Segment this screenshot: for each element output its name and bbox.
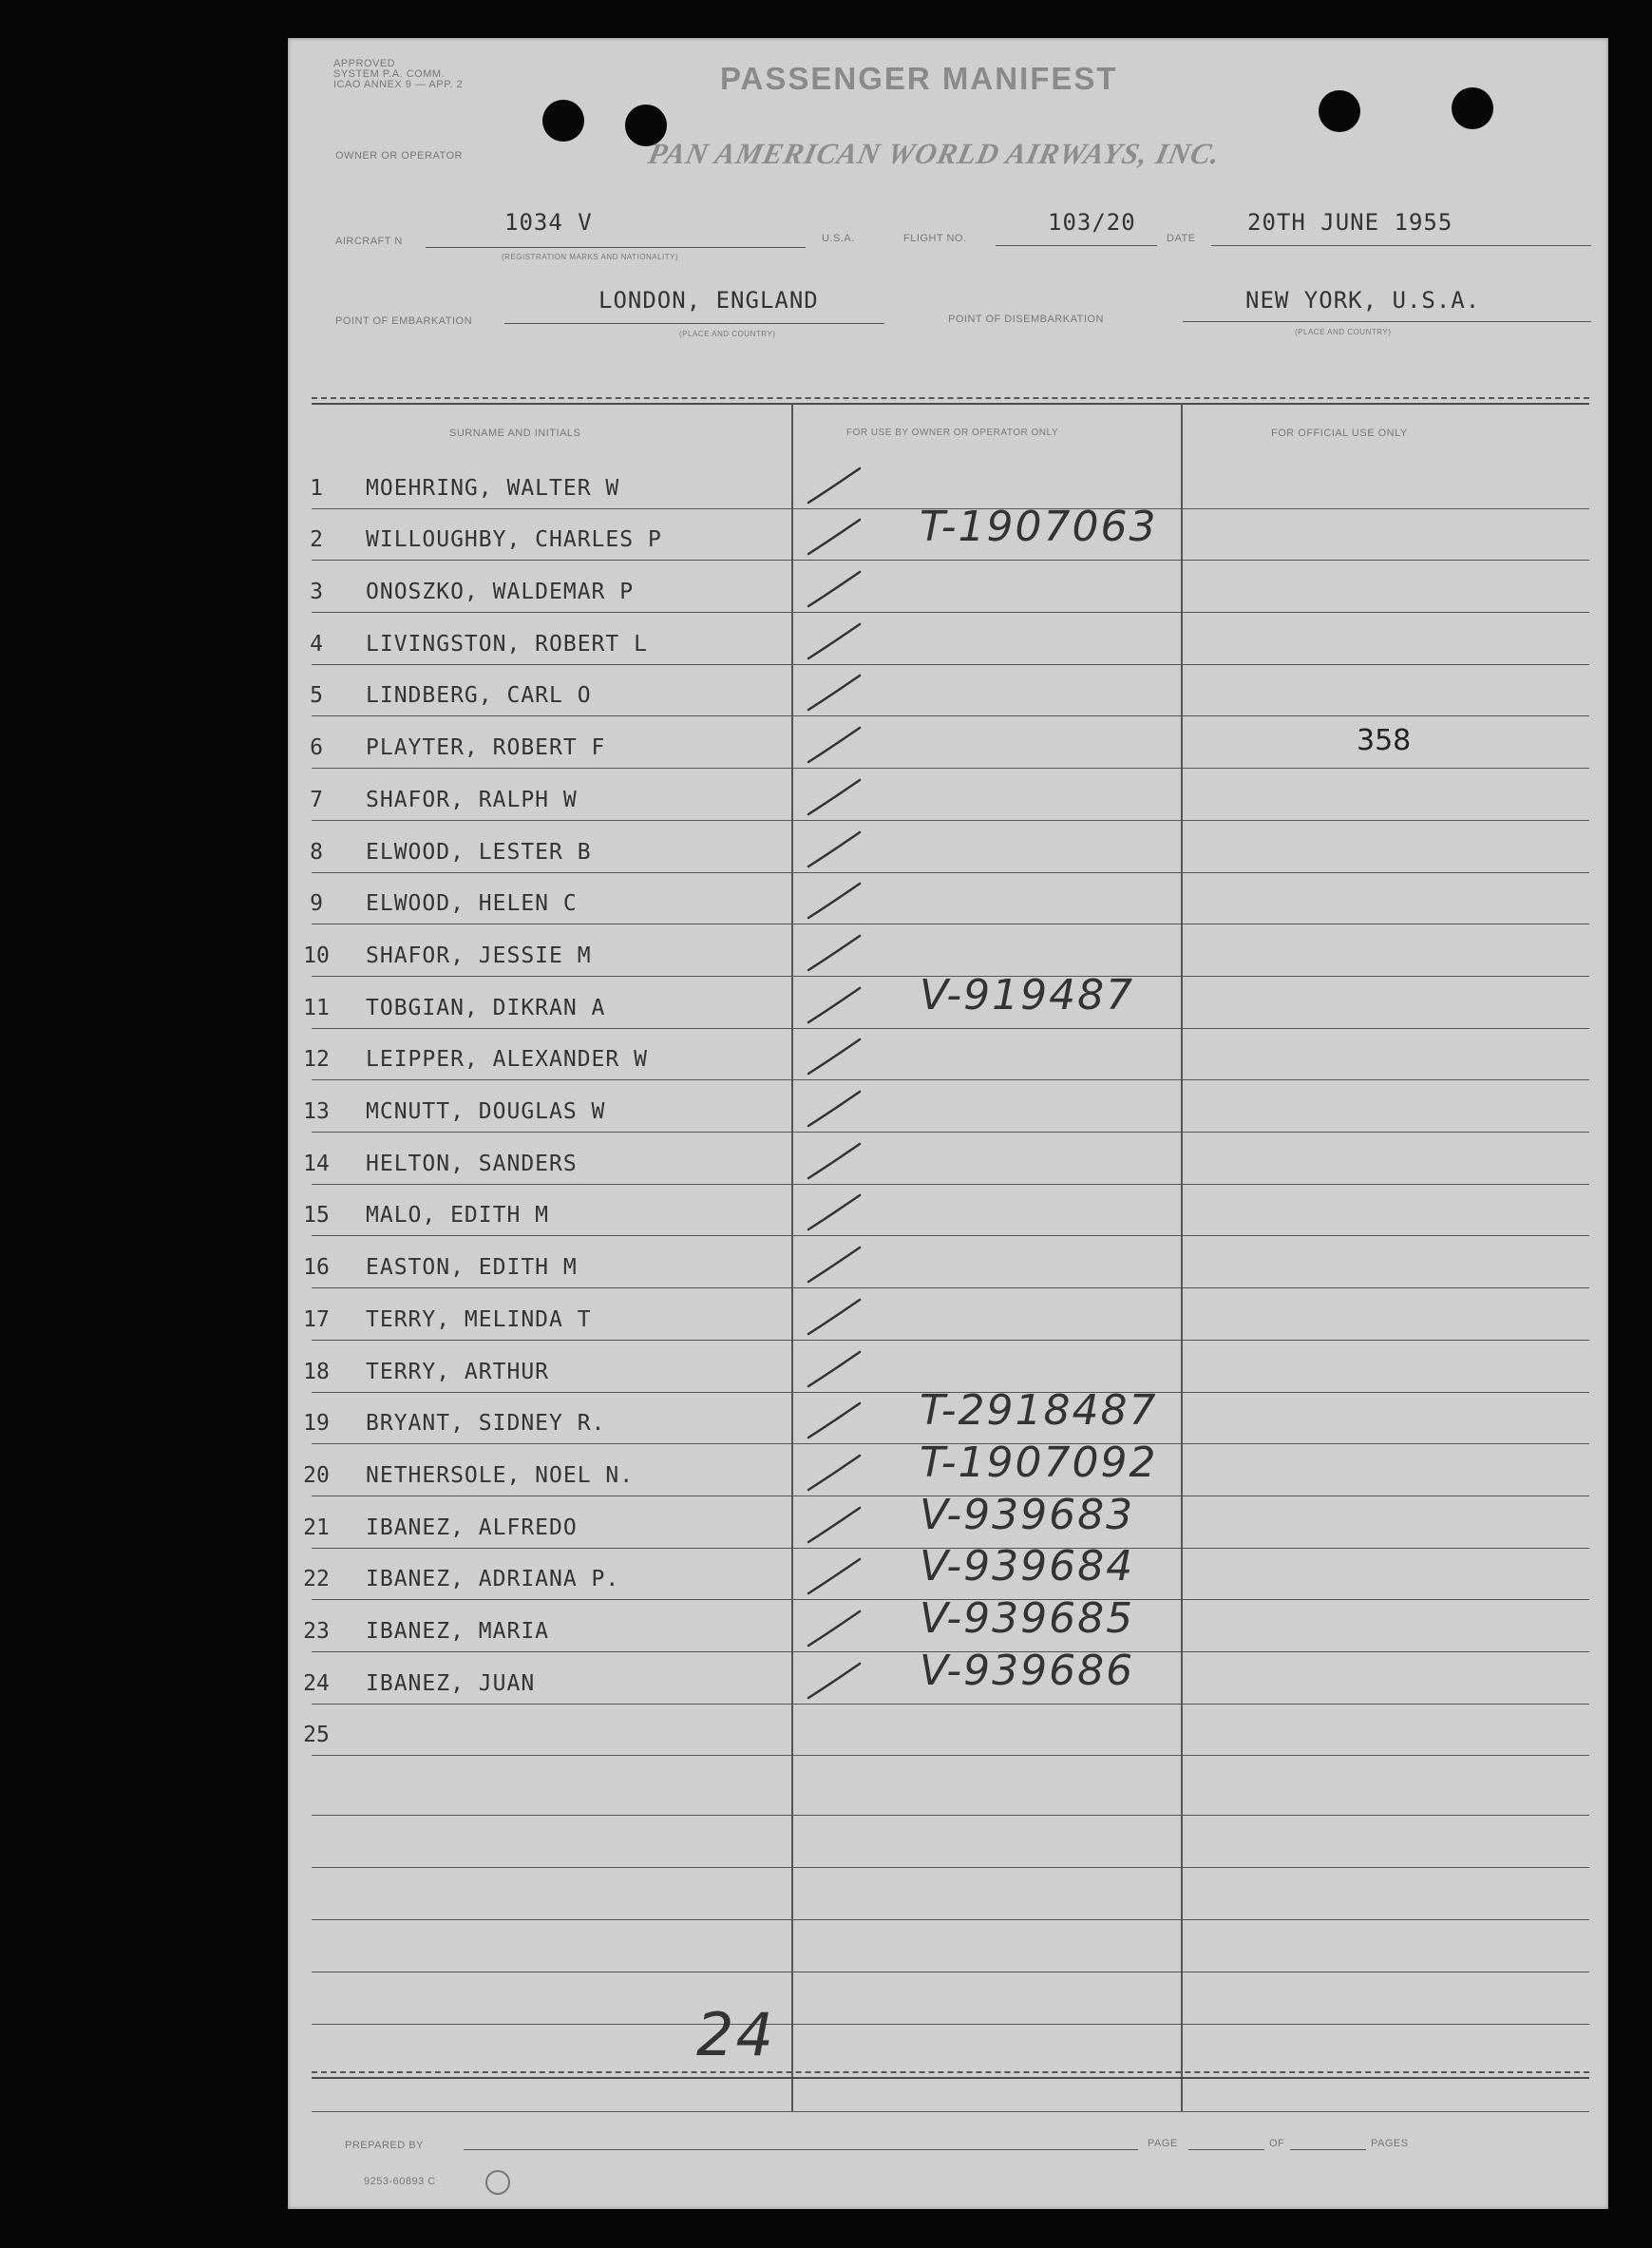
row-number: 16 xyxy=(303,1255,330,1281)
col-header-official: FOR OFFICIAL USE ONLY xyxy=(1271,428,1408,439)
disembarkation-label: POINT OF DISEMBARKATION xyxy=(948,314,1104,325)
row-number: 12 xyxy=(303,1047,330,1073)
check-mark-icon xyxy=(801,619,886,666)
row-number: 7 xyxy=(310,787,323,812)
handwritten-note: V-939683 xyxy=(920,1490,1135,1539)
passenger-name: HELTON, SANDERS xyxy=(366,1151,578,1176)
approval-line: APPROVED xyxy=(333,58,396,69)
check-mark-icon xyxy=(801,982,886,1030)
row-number: 2 xyxy=(310,527,323,553)
check-mark-icon xyxy=(801,1294,886,1342)
check-mark-icon xyxy=(801,1242,886,1289)
table-row xyxy=(288,1386,1608,1444)
table-row xyxy=(288,820,1608,872)
passenger-name: IBANEZ, ALFREDO xyxy=(366,1515,578,1540)
table-row xyxy=(288,1490,1608,1548)
disembarkation-place-caption: (PLACE AND COUNTRY) xyxy=(1295,328,1392,336)
table-row xyxy=(288,1287,1608,1340)
handwritten-total: 24 xyxy=(696,2000,775,2069)
check-mark-icon xyxy=(801,1086,886,1134)
passenger-name: IBANEZ, ADRIANA P. xyxy=(366,1567,620,1592)
row-number: 24 xyxy=(303,1670,330,1696)
flight-label: FLIGHT NO. xyxy=(903,233,967,244)
approval-line: ICAO ANNEX 9 — APP. 2 xyxy=(333,79,464,90)
usa-label: U.S.A. xyxy=(822,233,855,244)
passenger-name: EASTON, EDITH M xyxy=(366,1255,578,1281)
pages-label: PAGES xyxy=(1371,2138,1409,2149)
row-number: 17 xyxy=(303,1306,330,1332)
owner-label: OWNER OR OPERATOR xyxy=(335,150,463,162)
punch-hole-icon xyxy=(542,100,584,142)
prepared-by-label: PREPARED BY xyxy=(345,2140,424,2151)
disembarkation-value: NEW YORK, U.S.A. xyxy=(1245,287,1481,314)
row-number: 18 xyxy=(303,1359,330,1384)
punch-hole-icon xyxy=(1319,90,1360,132)
check-mark-icon xyxy=(801,930,886,978)
date-label: DATE xyxy=(1167,233,1196,244)
passenger-name: ELWOOD, HELEN C xyxy=(366,891,578,917)
check-mark-icon xyxy=(801,1398,886,1445)
table-row xyxy=(288,1236,1608,1288)
passenger-name: NETHERSOLE, NOEL N. xyxy=(366,1462,635,1488)
aircraft-label: AIRCRAFT N xyxy=(335,236,403,247)
passenger-name: MCNUTT, DOUGLAS W xyxy=(366,1099,606,1125)
check-mark-icon xyxy=(801,1658,886,1705)
table-row xyxy=(288,872,1608,924)
handwritten-note: V-939684 xyxy=(920,1542,1135,1591)
flight-value: 103/20 xyxy=(1048,209,1136,236)
embarkation-place-caption: (PLACE AND COUNTRY) xyxy=(679,330,776,338)
check-mark-icon xyxy=(801,670,886,717)
check-mark-icon xyxy=(801,1190,886,1237)
row-number: 1 xyxy=(310,475,323,501)
form-code: 9253-60893 C xyxy=(364,2176,436,2187)
row-number: 15 xyxy=(303,1203,330,1229)
row-number: 4 xyxy=(310,631,323,657)
row-number: 13 xyxy=(303,1099,330,1125)
handwritten-note: T-1907063 xyxy=(920,503,1158,552)
check-mark-icon xyxy=(801,774,886,822)
form-title: PASSENGER MANIFEST xyxy=(720,61,1118,96)
check-mark-icon xyxy=(801,1553,886,1601)
check-mark-icon xyxy=(801,1606,886,1653)
check-mark-icon xyxy=(801,1034,886,1081)
table-row xyxy=(288,612,1608,664)
row-number: 20 xyxy=(303,1462,330,1488)
table-row xyxy=(288,1542,1608,1600)
table-row xyxy=(288,970,1608,1028)
table-row xyxy=(288,1132,1608,1184)
table-row xyxy=(288,1438,1608,1495)
check-mark-icon xyxy=(801,1502,886,1550)
passenger-name: MOEHRING, WALTER W xyxy=(366,475,620,501)
passenger-name: MALO, EDITH M xyxy=(366,1203,550,1229)
check-mark-icon xyxy=(801,827,886,874)
passenger-name: IBANEZ, MARIA xyxy=(366,1619,550,1645)
approval-note xyxy=(333,59,463,90)
passenger-name: ONOSZKO, WALDEMAR P xyxy=(366,580,635,605)
aircraft-value: 1034 V xyxy=(504,209,593,236)
table-row xyxy=(288,716,1608,769)
passenger-name: LEIPPER, ALEXANDER W xyxy=(366,1047,648,1073)
table-row xyxy=(288,768,1608,820)
row-number: 11 xyxy=(303,995,330,1020)
handwritten-note: V-939686 xyxy=(920,1646,1135,1695)
table-row xyxy=(288,560,1608,612)
row-number: 6 xyxy=(310,735,323,761)
official-use-value: 358 xyxy=(1357,724,1412,758)
passenger-name: TERRY, MELINDA T xyxy=(366,1306,592,1332)
union-bug-icon xyxy=(485,2170,510,2195)
passenger-name: BRYANT, SIDNEY R. xyxy=(366,1411,606,1437)
date-value: 20TH JUNE 1955 xyxy=(1247,209,1453,236)
page-label: PAGE xyxy=(1148,2138,1178,2149)
row-number: 10 xyxy=(303,943,330,968)
handwritten-note: T-2918487 xyxy=(920,1386,1158,1436)
row-number: 25 xyxy=(303,1723,330,1748)
table-row xyxy=(288,1646,1608,1704)
table-row xyxy=(288,1028,1608,1080)
passenger-name: SHAFOR, JESSIE M xyxy=(366,943,592,968)
passenger-name: IBANEZ, JUAN xyxy=(366,1670,536,1696)
table-row xyxy=(288,1704,1608,1756)
passenger-name: SHAFOR, RALPH W xyxy=(366,787,578,812)
punch-hole-icon xyxy=(1452,87,1493,129)
row-number: 14 xyxy=(303,1151,330,1176)
check-mark-icon xyxy=(801,514,886,562)
check-mark-icon xyxy=(801,463,886,510)
row-number: 21 xyxy=(303,1515,330,1540)
check-mark-icon xyxy=(801,878,886,925)
passenger-name: LINDBERG, CARL O xyxy=(366,683,592,709)
check-mark-icon xyxy=(801,722,886,770)
table-row xyxy=(288,1184,1608,1236)
table-row xyxy=(288,1079,1608,1132)
passenger-name: ELWOOD, LESTER B xyxy=(366,839,592,865)
passenger-name: TOBGIAN, DIKRAN A xyxy=(366,995,606,1020)
table-row xyxy=(288,503,1608,561)
check-mark-icon xyxy=(801,566,886,614)
table-row xyxy=(288,1340,1608,1392)
approval-line: SYSTEM P.A. COMM. xyxy=(333,68,446,80)
row-number: 23 xyxy=(303,1619,330,1645)
embarkation-value: LONDON, ENGLAND xyxy=(598,287,819,314)
airline-name: PAN AMERICAN WORLD AIRWAYS, INC. xyxy=(645,137,1224,170)
handwritten-note: V-939685 xyxy=(920,1594,1135,1644)
passenger-name: PLAYTER, ROBERT F xyxy=(366,735,606,761)
check-mark-icon xyxy=(801,1346,886,1394)
of-label: OF xyxy=(1269,2138,1285,2149)
handwritten-note: T-1907092 xyxy=(920,1438,1158,1487)
check-mark-icon xyxy=(801,1138,886,1186)
row-number: 22 xyxy=(303,1567,330,1592)
handwritten-note: V-919487 xyxy=(920,970,1135,1019)
row-number: 3 xyxy=(310,580,323,605)
check-mark-icon xyxy=(801,1450,886,1497)
row-number: 5 xyxy=(310,683,323,709)
table-row xyxy=(288,456,1608,508)
passenger-name: WILLOUGHBY, CHARLES P xyxy=(366,527,662,553)
row-number: 19 xyxy=(303,1411,330,1437)
manifest-paper xyxy=(288,38,1608,2209)
row-number: 9 xyxy=(310,891,323,917)
row-number: 8 xyxy=(310,839,323,865)
embarkation-label: POINT OF EMBARKATION xyxy=(335,315,473,327)
col-header-surname: SURNAME AND INITIALS xyxy=(449,428,581,439)
col-header-owner: FOR USE BY OWNER OR OPERATOR ONLY xyxy=(846,428,1059,438)
table-row xyxy=(288,924,1608,976)
table-row xyxy=(288,664,1608,716)
registration-caption: (REGISTRATION MARKS AND NATIONALITY) xyxy=(502,253,679,261)
table-row xyxy=(288,1594,1608,1651)
passenger-name: TERRY, ARTHUR xyxy=(366,1359,550,1384)
passenger-name: LIVINGSTON, ROBERT L xyxy=(366,631,648,657)
